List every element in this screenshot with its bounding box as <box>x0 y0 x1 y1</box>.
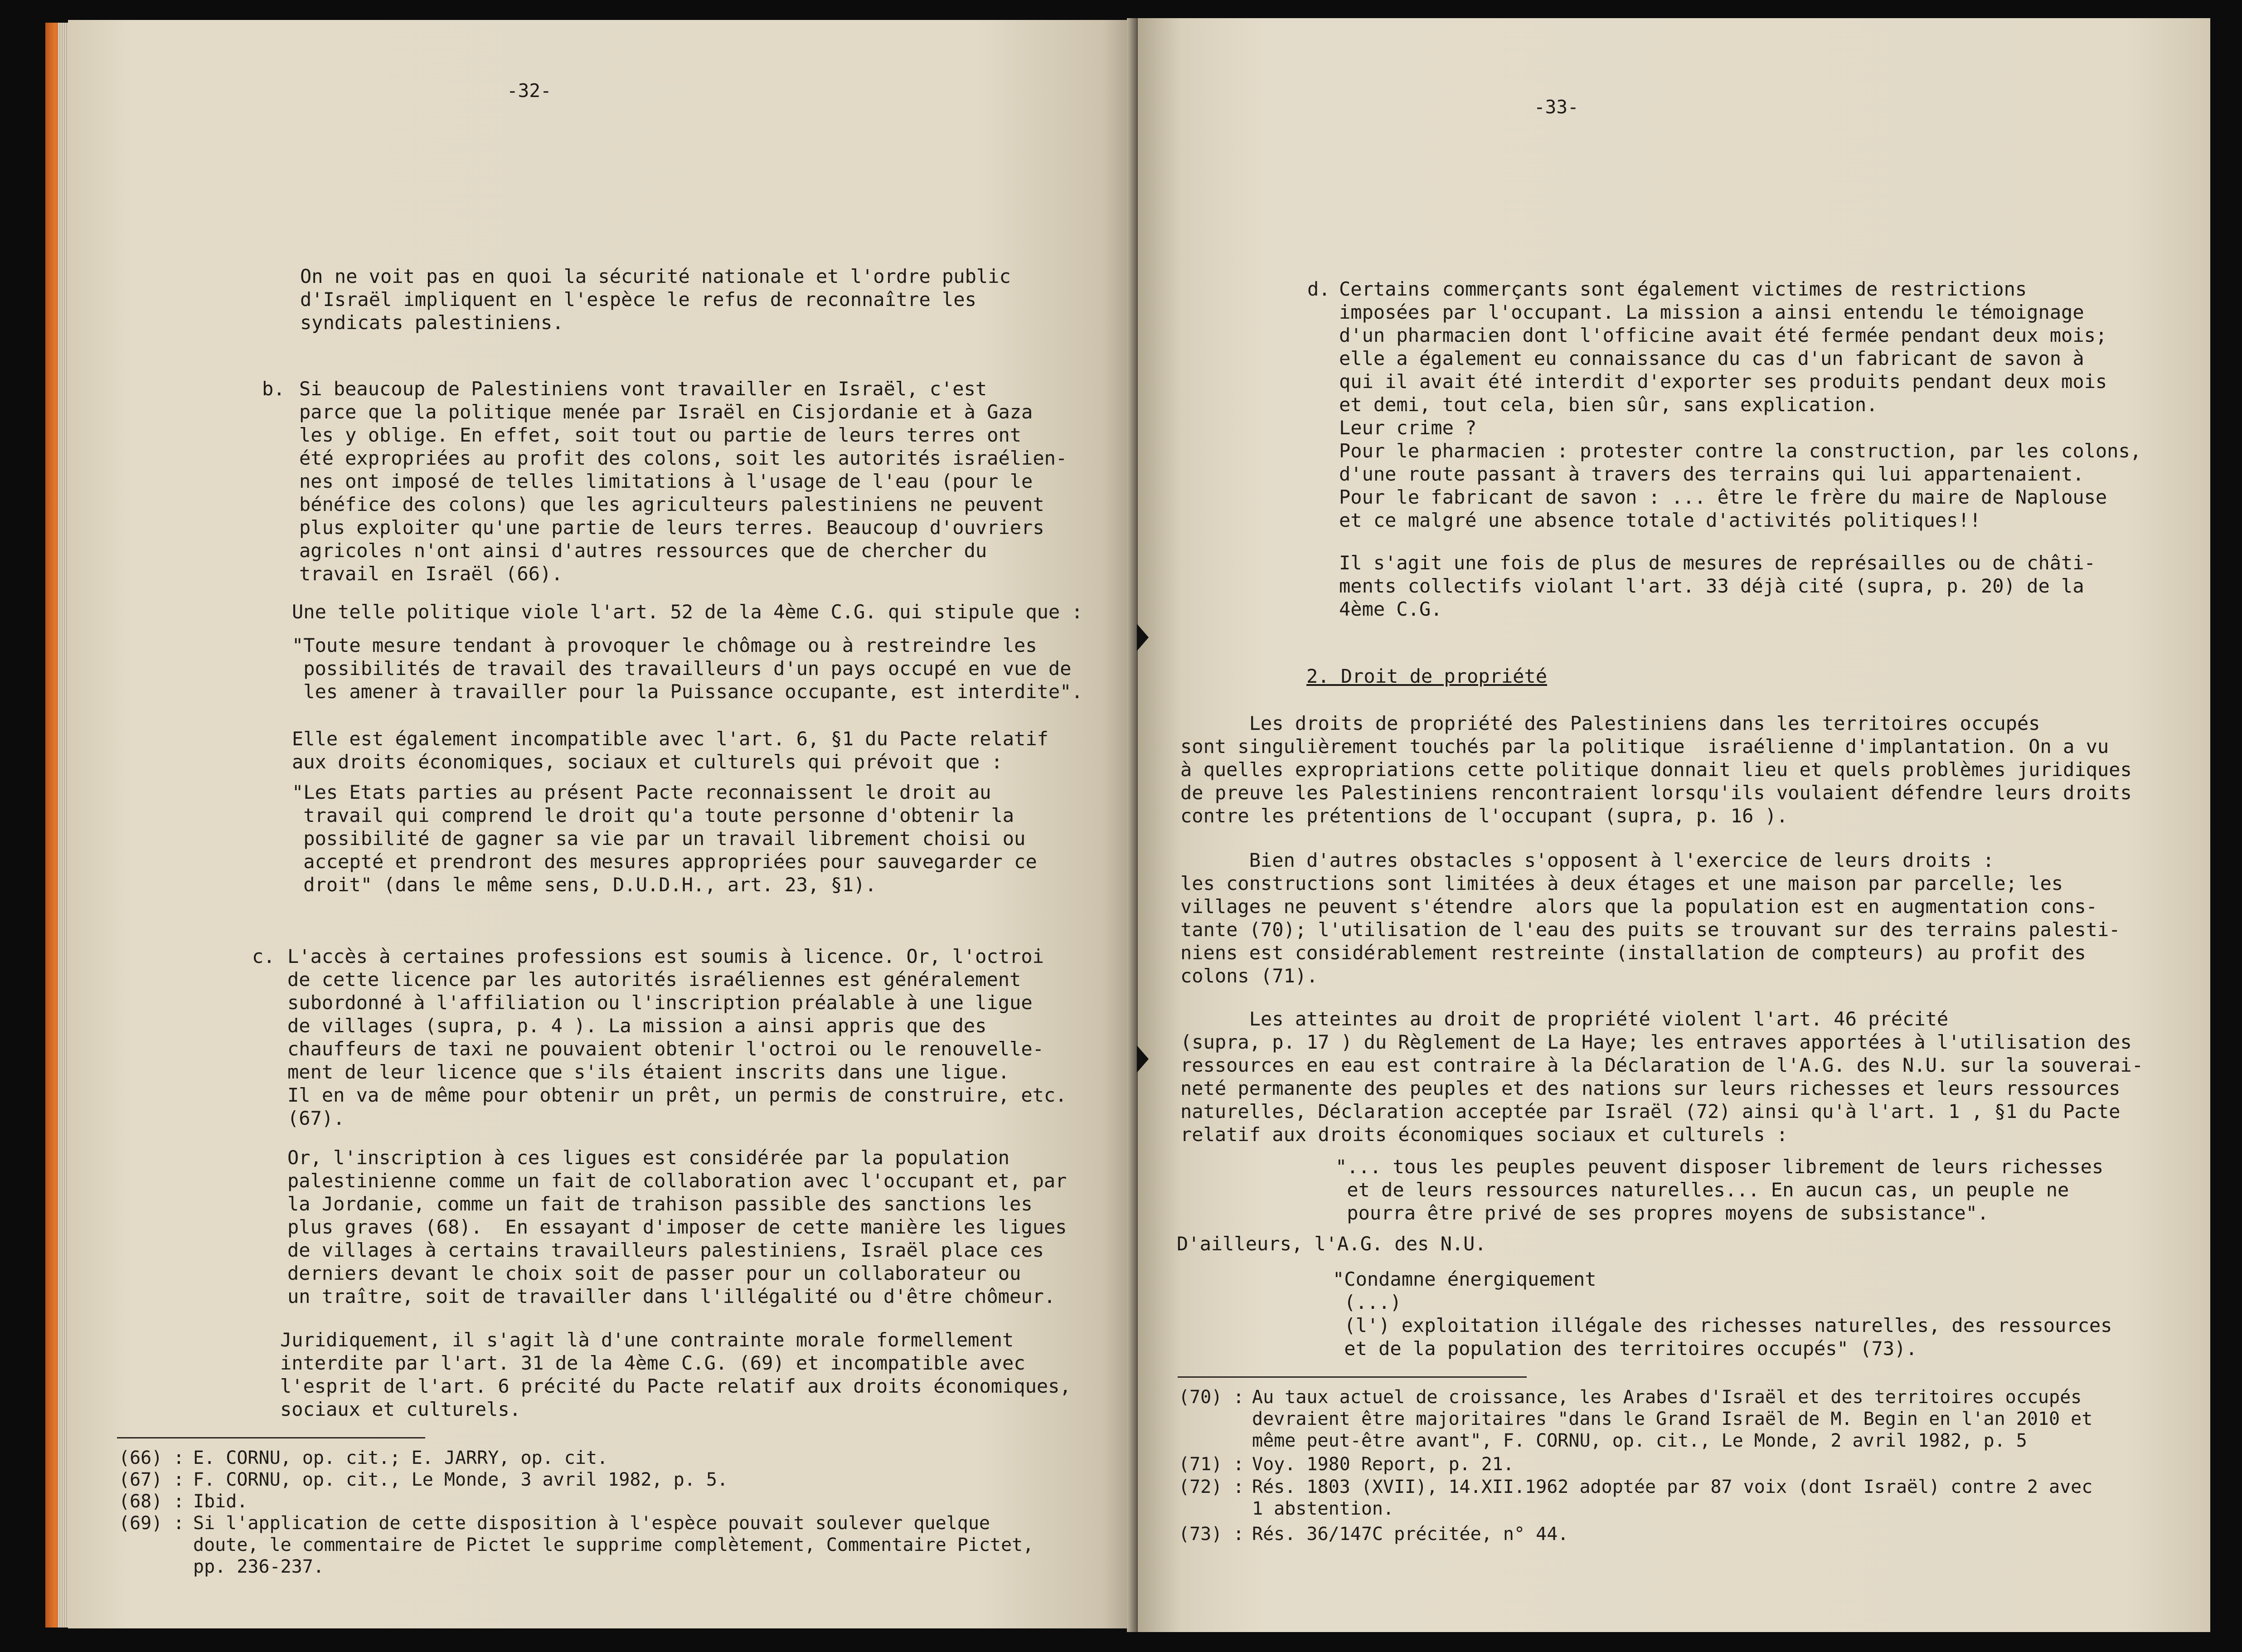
footnote-number: (69) : <box>119 1513 184 1534</box>
right-page-number: -33- <box>1534 96 1579 118</box>
footnote-text: E. CORNU, op. cit.; E. JARRY, op. cit. <box>193 1448 608 1468</box>
item-b-text2: Une telle politique viole l'art. 52 de la 4ème C.G. qui stipule que : <box>292 601 1083 623</box>
item-c-text3: Juridiquement, il s'agit là d'une contrainte morale formellement interdite par l'art. 31 de la 4ème C.G. (69) et incompatible avec l'esprit de l'art. 6 précité du Pacte relatif aux droits économiques, sociaux et culturels. <box>280 1329 1071 1420</box>
footnote-number: (73) : <box>1179 1524 1244 1545</box>
left-footnote-rule <box>117 1437 425 1438</box>
footnote-number: (68) : <box>119 1491 184 1512</box>
item-b-text3: Elle est également incompatible avec l'art. 6, §1 du Pacte relatif aux droits économiques, sociaux et culturels qui prévoit que : <box>292 728 1048 773</box>
paragraph-3: Les atteintes au droit de propriété violent l'art. 46 précité (supra, p. 17 ) du Règlement de La Haye; les entraves apportées à l'utilisation des ressources en eau est contraire à la Déclaration de l'A.G. des N.U. sur la souverai- neté permanente des peuples et des nations sur leurs richesses et leurs ressources naturelles, Déclaration acceptée par Israël (72) ainsi qu'à l'art. 1 , §1 du Pacte relatif aux droits économiques sociaux et culturels : <box>1180 1008 2144 1146</box>
footnote-number: (70) : <box>1179 1387 1244 1408</box>
item-c-label: c. <box>252 945 275 967</box>
footnote-text: Rés. 1803 (XVII), 14.XII.1962 adoptée par 87 voix (dont Israël) contre 2 avec 1 abstention. <box>1252 1477 2093 1519</box>
right-footnote-rule <box>1178 1376 1527 1378</box>
footnote-text: Voy. 1980 Report, p. 21. <box>1252 1454 1514 1475</box>
item-b-label: b. <box>262 378 285 400</box>
binding-hole-marker <box>1137 1045 1149 1073</box>
footnote-number: (71) : <box>1179 1454 1244 1475</box>
item-b-text: Si beaucoup de Palestiniens vont travailler en Israël, c'est parce que la politique menée par Israël en Cisjordanie et à Gaza les y oblige. En effet, soit tout ou partie de leurs terres ont été expropriées au profit des colons, soit les autorités israélien- nes ont imposé de telles limitations à l'usage de l'eau (pour le bénéfice des colons) que les agriculteurs palestiniens ne peuvent plus exploiter qu'une partie de leurs terres. Beaucoup d'ouvriers agricoles n'ont ainsi d'autres ressources que de chercher du travail en Israël (66). <box>299 378 1068 585</box>
paragraph-2: Bien d'autres obstacles s'opposent à l'exercice de leurs droits : les constructions sont limitées à deux étages et une maison par parcelle; les villages ne peuvent s'étendre alors que la population est en augmentation cons- tante (70); l'utilisation de l'eau des puits se trouvant sur des terrains palesti- niens est considérablement restreinte (installation de compteurs) au profit des colons (71). <box>1180 849 2121 987</box>
item-d-text2: Il s'agit une fois de plus de mesures de représailles ou de châti- ments collectifs violant l'art. 33 déjà cité (supra, p. 20) de la 4ème C.G. <box>1339 552 2096 620</box>
quote-1: "... tous les peuples peuvent disposer librement de leurs richesses et de leurs ressources naturelles... En aucun cas, un peuple ne pourra être privé de ses propres moyens de subsistance". <box>1335 1156 2104 1224</box>
item-b-quote1: "Toute mesure tendant à provoquer le chômage ou à restreindre les possibilités de travail des travailleurs d'un pays occupé en vue de les amener à travailler pour la Puissance occupante, est interdite". <box>292 634 1083 703</box>
paragraph-4: D'ailleurs, l'A.G. des N.U. <box>1177 1233 1486 1255</box>
footnote-text: F. CORNU, op. cit., Le Monde, 3 avril 1982, p. 5. <box>193 1469 728 1490</box>
item-b-quote2: "Les Etats parties au présent Pacte reconnaissent le droit au travail qui comprend le droit qu'a toute personne d'obtenir la possibilité de gagner sa vie par un travail librement choisi ou accepté et prendront des mesures appropriées pour sauvegarder ce droit" (dans le même sens, D.U.D.H., art. 23, §1). <box>292 781 1037 896</box>
section-title: 2. Droit de propriété <box>1306 665 1548 687</box>
footnote-number: (66) : <box>119 1448 184 1468</box>
item-c-text: L'accès à certaines professions est soumis à licence. Or, l'octroi de cette licence par les autorités israéliennes est généralement subordonné à l'affiliation ou l'inscription préalable à une ligue de villages (supra, p. 4 ). La mission a ainsi appris que des chauffeurs de taxi ne pouvaient obtenir l'octroi ou le renouvelle- ment de leur licence que s'ils étaient inscrits dans une ligue. Il en va de même pour obtenir un prêt, un permis de construire, etc. (67). <box>287 945 1067 1129</box>
item-d-label: d. <box>1307 278 1330 300</box>
binding-hole-marker <box>1137 624 1149 651</box>
left-page-number: -32- <box>507 80 552 102</box>
footnote-text: Ibid. <box>193 1491 248 1512</box>
footnote-text: Rés. 36/147C précitée, n° 44. <box>1252 1524 1569 1545</box>
quote-2: "Condamne énergiquement (...) (l') exploitation illégale des richesses naturelles, des ressources et de la population des territoires occupés" (73). <box>1333 1268 2112 1360</box>
paragraph-1: Les droits de propriété des Palestiniens dans les territoires occupés sont singulièrement touchés par la politique israélienne d'implantation. On a vu à quelles expropriations cette politique donnait lieu et quels problèmes juridiques de preuve les Palestiniens rencontraient lorsqu'ils voulaient défendre leurs droits contre les prétentions de l'occupant (supra, p. 16 ). <box>1180 712 2132 827</box>
footnote-text: Si l'application de cette disposition à l'espèce pouvait soulever quelque doute, le commentaire de Pictet le supprime complètement, Commentaire Pictet, pp. 236-237. <box>193 1513 1034 1577</box>
footnote-number: (72) : <box>1179 1477 1244 1497</box>
left-para-a-end: On ne voit pas en quoi la sécurité nationale et l'ordre public d'Israël impliquent en l'espèce le refus de reconnaître les syndicats palestiniens. <box>300 265 1011 334</box>
footnote-number: (67) : <box>119 1469 184 1490</box>
item-d-text: Certains commerçants sont également victimes de restrictions imposées par l'occupant. La mission a ainsi entendu le témoignage d'un pharmacien dont l'officine avait été fermée pendant deux mois; elle a également eu connaissance du cas d'un fabricant de savon à qui il avait été interdit d'exporter ses produits pendant deux mois et demi, tout cela, bien sûr, sans explication. Leur crime ? Pour le pharmacien : protester contre la construction, par les colons, d'une route passant à travers des terrains qui lui appartenaient. Pour le fabricant de savon : ... être le frère du maire de Naplouse et ce malgré une absence totale d'activités politiques!! <box>1339 278 2142 531</box>
item-c-text2: Or, l'inscription à ces ligues est considérée par la population palestinienne comme un fait de collaboration avec l'occupant et, par la Jordanie, comme un fait de trahison passible des sanctions les plus graves (68). En essayant d'imposer de cette manière les ligues de villages à certains travailleurs palestiniens, Israël place ces derniers devant le choix soit de passer pour un collaborateur ou un traître, soit de travailler dans l'illégalité ou d'être chômeur. <box>287 1147 1067 1307</box>
footnote-text: Au taux actuel de croissance, les Arabes d'Israël et des territoires occupés devraient être majoritaires "dans le Grand Israël de M. Begin en l'an 2010 et même peut-être avant", F. CORNU, op. cit., Le Monde, 2 avril 1982, p. 5 <box>1252 1387 2093 1451</box>
